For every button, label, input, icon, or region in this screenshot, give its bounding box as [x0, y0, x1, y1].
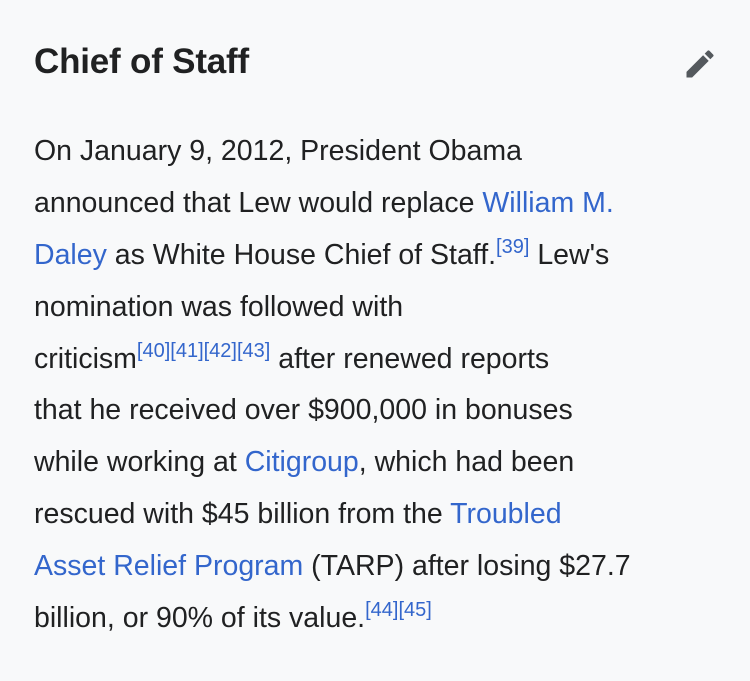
pencil-icon [682, 46, 718, 82]
link-citigroup[interactable]: Citigroup [244, 446, 359, 479]
link-william-m-daley[interactable]: Daley [34, 238, 107, 271]
text-line-6 [34, 385, 724, 437]
text-line-10 [34, 593, 724, 645]
citation-link-40[interactable]: [40] [136, 339, 171, 362]
section-header [34, 36, 720, 88]
link-william-m-daley[interactable]: William M. [482, 186, 614, 219]
text-segment: , which had been [358, 446, 575, 479]
text-segment: after renewed reports [270, 342, 550, 375]
text-line-8 [34, 489, 724, 541]
section-title: Chief of Staff [34, 42, 249, 81]
text-line-4 [34, 282, 724, 334]
text-segment: criticism [34, 342, 137, 375]
citation-link-44[interactable]: [44] [365, 599, 399, 622]
citation-link-42[interactable]: [42] [203, 339, 237, 362]
text-segment: billion, or 90% of its value. [34, 602, 366, 635]
text-segment: while working at [34, 446, 245, 479]
text-line-3 [34, 230, 724, 282]
text-segment: On January 9, 2012, President Obama [34, 135, 522, 167]
text-segment: Lew's [529, 238, 610, 271]
text-line-7 [34, 437, 724, 489]
citation-link-45[interactable]: [45] [398, 599, 432, 622]
citation-link-43[interactable]: [43] [236, 339, 271, 362]
text-segment: nomination was followed with [34, 290, 404, 323]
text-segment: as White House Chief of Staff. [106, 238, 497, 271]
citation-group [137, 340, 270, 362]
link-troubled-asset-relief-program[interactable]: Asset Relief Program [34, 550, 304, 583]
text-segment: announced that Lew would replace [34, 186, 483, 219]
citation-39 [496, 236, 529, 258]
citation-link-41[interactable]: [41] [170, 339, 204, 362]
text-line-5 [34, 334, 724, 386]
text-line-9 [34, 541, 724, 593]
text-segment: (TARP) after losing $27.7 [303, 550, 631, 583]
section-paragraph [34, 126, 724, 645]
text-segment: rescued with $45 billion from the [34, 498, 451, 531]
edit-section-button[interactable] [680, 44, 720, 84]
text-line-2 [34, 178, 724, 230]
link-troubled-asset-relief-program[interactable]: Troubled [450, 498, 562, 531]
citation-link-39[interactable]: [39] [496, 235, 530, 258]
citation-group [365, 599, 432, 621]
text-segment: that he received over $900,000 in bonuses [34, 394, 573, 427]
text-line-1 [34, 126, 724, 178]
